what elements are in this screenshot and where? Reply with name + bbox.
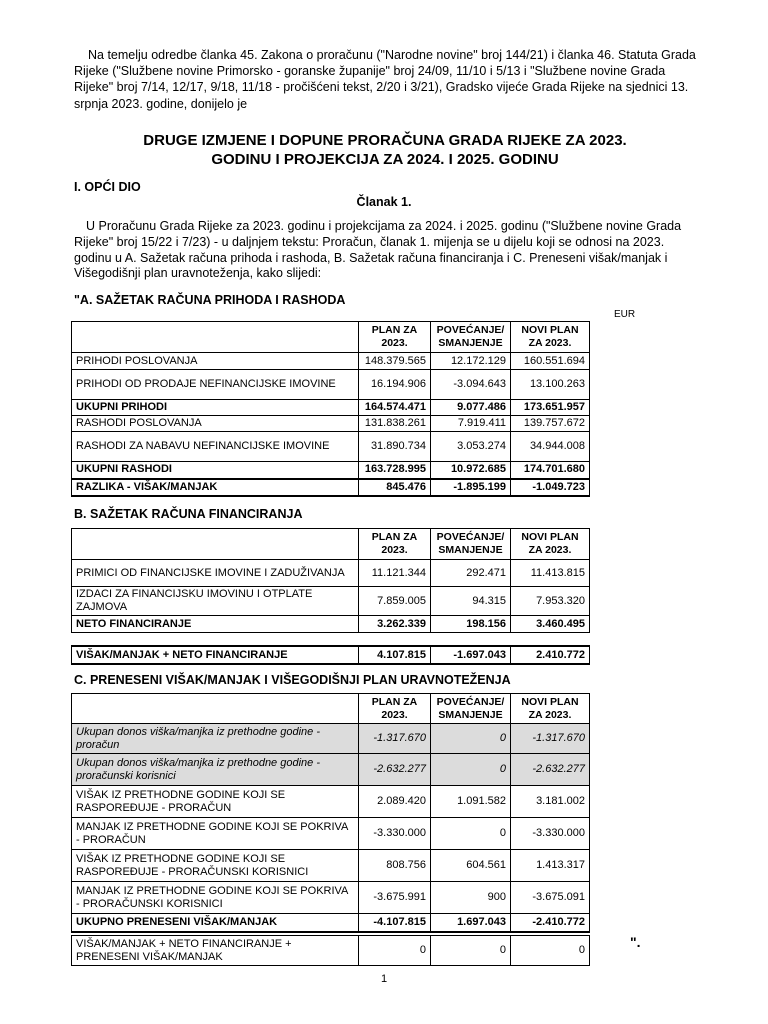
table-row [72,850,590,882]
page-number: 1 [380,973,388,985]
row-plan: 3.262.339 [359,616,431,633]
row-plan: -3.330.000 [359,818,431,850]
table-row [72,616,590,633]
row-label: Ukupan donos viška/manjka iz prethodne godine - proračunski korisnici [72,754,359,786]
row-label: MANJAK IZ PRETHODNE GODINE KOJI SE POKRIVA - PRORAČUN [72,818,359,850]
article-text: U Proračunu Grada Rijeke za 2023. godinu i projekcijama za 2024. i 2025. godinu ("Službene novine Grada Rijeke" broj 15/22 i 7/23) - u daljnjem tekstu: Proračun, članak 1. mijenja se u dijelu koji se odnosi na 2023. godinu u A. Sažetak računa prihoda i rashoda, B. Sažetak računa financiranja i C. Preneseni višak/manjak i Višegodišnji plan uravnoteženja, kako slijedi: [74,219,682,281]
row-change: 0 [431,936,511,966]
row-change: 7.919.411 [431,416,511,432]
row-label: PRIHODI POSLOVANJA [72,353,359,370]
row-new: 3.181.002 [511,786,590,818]
table-row [72,754,590,786]
row-label: UKUPNO PRENESENI VIŠAK/MANJAK [72,914,359,932]
row-new: 0 [511,936,590,966]
row-new: 11.413.815 [511,560,590,587]
table-row [72,882,590,914]
row-new: -2.632.277 [511,754,590,786]
row-new: 1.413.317 [511,850,590,882]
row-new: 173.651.957 [511,400,590,416]
document-title [60,131,710,169]
row-label: RASHODI POSLOVANJA [72,416,359,432]
row-label: PRIHODI OD PRODAJE NEFINANCIJSKE IMOVINE [72,370,359,400]
article-paragraph [74,219,704,282]
row-new: -1.317.670 [511,724,590,754]
row-new: 139.757.672 [511,416,590,432]
title-line-1: DRUGE IZMJENE I DOPUNE PRORAČUNA GRADA RIJEKE ZA 2023. [143,132,627,149]
section-b-title: B. SAŽETAK RAČUNA FINANCIRANJA [74,507,303,521]
table-row [72,786,590,818]
table-row [72,479,590,496]
table-row [72,646,590,664]
table-row [72,353,590,370]
row-label: VIŠAK/MANJAK + NETO FINANCIRANJE + PRENESENI VIŠAK/MANJAK [72,936,359,966]
intro-text: Na temelju odredbe članka 45. Zakona o proračunu ("Narodne novine" broj 144/21) i članka 46. Statuta Grada Rijeke ("Službene novine Primorsko - goranske županije" broj 24/09, 11/10 i 5/13 i "Službene novine Grada Rijeke" broj 7/14, 12/17, 9/18, 11/18 - pročišćeni tekst, 2/20 i 3/21), Gradsko vijeće Grada Rijeke na sjednici 13. srpnja 2023. godine, donijelo je [74,48,696,111]
section-c-title: C. PRENESENI VIŠAK/MANJAK I VIŠEGODIŠNJI PLAN URAVNOTEŽENJA [74,673,511,687]
row-label: VIŠAK IZ PRETHODNE GODINE KOJI SE RASPOREĐUJE - PRORAČUN [72,786,359,818]
article-heading: Članak 1. [356,195,412,209]
table-row [72,818,590,850]
row-new: 160.551.694 [511,353,590,370]
row-plan: -4.107.815 [359,914,431,932]
row-plan: 11.121.344 [359,560,431,587]
row-plan: -3.675.991 [359,882,431,914]
row-label: MANJAK IZ PRETHODNE GODINE KOJI SE POKRIVA - PRORAČUNSKI KORISNICI [72,882,359,914]
row-new: 13.100.263 [511,370,590,400]
row-label: UKUPNI RASHODI [72,462,359,479]
row-new: 3.460.495 [511,616,590,633]
row-label: RAZLIKA - VIŠAK/MANJAK [72,479,359,496]
table-header [72,322,590,353]
row-change: 900 [431,882,511,914]
row-label: Ukupan donos viška/manjka iz prethodne godine - proračun [72,724,359,754]
header-plan: PLAN ZA 2023. [359,529,431,560]
table-b [71,528,590,633]
row-change: 0 [431,724,511,754]
header-new: NOVI PLAN ZA 2023. [511,529,590,560]
table-c-summary [71,935,590,966]
row-plan: 0 [359,936,431,966]
table-b-summary [71,645,590,665]
row-change: 1.697.043 [431,914,511,932]
row-change: -1.895.199 [431,479,511,496]
header-new: NOVI PLAN ZA 2023. [511,694,590,724]
section-a-title: "A. SAŽETAK RAČUNA PRIHODA I RASHODA [74,293,346,307]
table-header [72,694,590,724]
row-new: -3.675.091 [511,882,590,914]
row-change: 12.172.129 [431,353,511,370]
row-new: 7.953.320 [511,587,590,616]
row-plan: -1.317.670 [359,724,431,754]
table-row [72,416,590,432]
header-plan: PLAN ZA 2023. [359,694,431,724]
table-row [72,432,590,462]
table-a [71,321,590,497]
table-row [72,400,590,416]
row-change: 292.471 [431,560,511,587]
intro-paragraph [74,47,704,112]
table-row [72,724,590,754]
row-label: VIŠAK IZ PRETHODNE GODINE KOJI SE RASPOREĐUJE - PRORAČUNSKI KORISNICI [72,850,359,882]
row-change: 0 [431,754,511,786]
row-change: -1.697.043 [431,646,511,664]
table-row [72,370,590,400]
header-change: POVEĆANJE/ SMANJENJE [431,322,511,353]
closing-quote: ". [630,934,641,950]
row-change: 604.561 [431,850,511,882]
header-plan: PLAN ZA 2023. [359,322,431,353]
table-row [72,462,590,479]
table-row [72,560,590,587]
table-c [71,693,590,933]
header-blank [72,322,359,353]
row-new: -1.049.723 [511,479,590,496]
row-plan: 164.574.471 [359,400,431,416]
title-line-2: GODINU I PROJEKCIJA ZA 2024. I 2025. GODINU [211,151,559,168]
row-new: 174.701.680 [511,462,590,479]
row-change: 10.972.685 [431,462,511,479]
header-blank [72,694,359,724]
row-label: VIŠAK/MANJAK + NETO FINANCIRANJE [72,646,359,664]
table-header [72,529,590,560]
row-new: 2.410.772 [511,646,590,664]
row-change: 9.077.486 [431,400,511,416]
row-plan: 148.379.565 [359,353,431,370]
row-new: -3.330.000 [511,818,590,850]
row-plan: 2.089.420 [359,786,431,818]
header-change: POVEĆANJE/ SMANJENJE [431,529,511,560]
row-plan: 31.890.734 [359,432,431,462]
row-plan: 7.859.005 [359,587,431,616]
row-plan: 16.194.906 [359,370,431,400]
header-new: NOVI PLAN ZA 2023. [511,322,590,353]
row-plan: 131.838.261 [359,416,431,432]
row-plan: -2.632.277 [359,754,431,786]
row-label: IZDACI ZA FINANCIJSKU IMOVINU I OTPLATE ZAJMOVA [72,587,359,616]
row-plan: 808.756 [359,850,431,882]
row-label: UKUPNI PRIHODI [72,400,359,416]
row-label: NETO FINANCIRANJE [72,616,359,633]
row-change: 3.053.274 [431,432,511,462]
row-plan: 163.728.995 [359,462,431,479]
table-row [72,936,590,966]
header-change: POVEĆANJE/ SMANJENJE [431,694,511,724]
table-row [72,587,590,616]
row-new: -2.410.772 [511,914,590,932]
currency-label: EUR [614,309,636,320]
row-plan: 845.476 [359,479,431,496]
table-row [72,914,590,932]
row-change: 94.315 [431,587,511,616]
row-change: 0 [431,818,511,850]
row-plan: 4.107.815 [359,646,431,664]
row-label: PRIMICI OD FINANCIJSKE IMOVINE I ZADUŽIVANJA [72,560,359,587]
row-change: 198.156 [431,616,511,633]
row-change: 1.091.582 [431,786,511,818]
row-new: 34.944.008 [511,432,590,462]
part-heading: I. OPĆI DIO [74,180,141,194]
row-label: RASHODI ZA NABAVU NEFINANCIJSKE IMOVINE [72,432,359,462]
row-change: -3.094.643 [431,370,511,400]
header-blank [72,529,359,560]
